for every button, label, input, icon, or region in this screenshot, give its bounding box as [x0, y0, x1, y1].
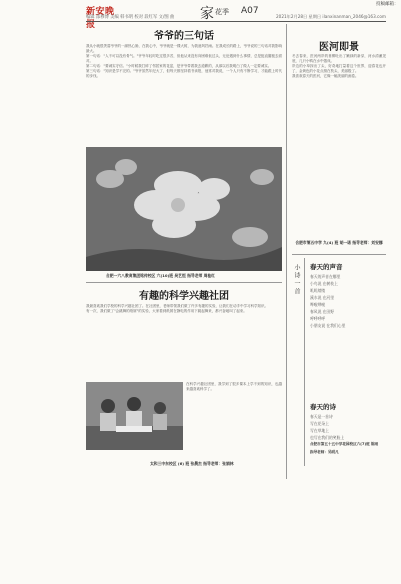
article-title: 有趣的科学兴趣社团: [139, 291, 229, 302]
poem-line: 小鸟说 在树枝上: [310, 281, 338, 286]
article-byline: 太和三中东校区 (6) 班 张晨杰 指导老师：张娟林: [150, 461, 234, 466]
article-title: 医河即景: [319, 42, 359, 53]
article-divider: [292, 254, 386, 255]
paragraph: 在科学兴趣社团里，我学到了很多课本上学不到的知识，也越来越喜欢科学了。: [186, 382, 282, 391]
masthead: [0, 0, 401, 30]
submission-email-label: 投稿邮箱：: [376, 2, 399, 7]
poem-line: 哗啦哗啦: [310, 302, 326, 307]
poem-title: 春天的诗: [310, 403, 336, 411]
paragraph: 第一句话："人不可以没有骨气。"爷爷年轻时吃过很多苦，但他从来没有向困难低过头，无论遇到什么事情，总是挺直腰板去面对。: [86, 54, 282, 63]
article-body: [292, 54, 386, 204]
poem-line: 叽叽喳喳: [310, 288, 326, 293]
article-body: [86, 44, 282, 146]
paragraph: 冬去春来，医河两岸的垂柳吐出了嫩绿的新芽，河水清澈见底，几只小鸭在水中嬉戏。: [292, 54, 386, 63]
poem-line: 写在草地上: [310, 428, 329, 433]
article-divider: [86, 282, 282, 283]
poem-teacher: 指导老师：吴明凡: [310, 450, 339, 454]
article-body-continued: [186, 382, 282, 450]
poem-line: 春天的声音在哪里: [310, 274, 341, 279]
poem-line: 呼呼呼呼: [310, 316, 326, 321]
article-byline: 合肥市第五中学 九(4) 班 胡一诺 指导老师：刘安娜: [295, 240, 383, 245]
poem-line: 春风说 在田野: [310, 309, 334, 314]
paragraph: 第二句话："要诚实守信。"小时候我打碎了邻居家的花盆，是爷爷带着我去道歉的，从那以后我明白了做人一定要诚实。: [86, 64, 272, 68]
poem-line: 也写在我们的笑脸上: [310, 435, 345, 440]
column-name: 小诗一首: [293, 264, 300, 296]
article-title: 爷爷的三句话: [154, 31, 214, 42]
header-rule: [86, 21, 386, 22]
newspaper-logo: 新安晚报: [86, 7, 115, 30]
paragraph: 我喜欢春天的医河，它像一幅美丽的画卷。: [292, 74, 359, 78]
editor-credits: 编辑 邵穆博 美编 韩书明 校对 段红军 文/图 曲: [86, 15, 175, 20]
science-club-photo: [86, 382, 183, 450]
section-subtitle: 花季: [215, 8, 229, 16]
page-number: A07: [241, 6, 259, 16]
paragraph: 我从小就很羡慕爷爷的一副热心肠，在我心中，爷爷就是一棵大树，为我遮风挡雨。在我成长的路上，爷爷说的三句话对我影响最大。: [86, 44, 282, 53]
poem-line: 写在花朵上: [310, 421, 329, 426]
column-divider: [286, 24, 287, 479]
paragraph: 有一次，我们做了"会跳舞的纸屑"的实验，大家看到纸屑在静电的作用下跳起舞来，都兴奋地叫了起来。: [86, 309, 247, 313]
flower-photo: [86, 147, 282, 271]
article-body: [86, 304, 282, 379]
paragraph: 我最喜欢我们学校的科学兴趣社团了。在社团里，老师带领我们做了许多有趣的实验，让我们在动手中学习科学知识。: [86, 304, 268, 308]
article-byline: 合肥一六八教育集团铭传校区 六(10)班 吴艺恒 指导老师 周桂红: [106, 273, 215, 278]
poem-byline: 合肥市第五十五中学花园校区六(7)班 陈雨: [310, 442, 379, 446]
date-and-email: 2021年2月28日 星期日 ilanxinanman_2046@163.com: [276, 14, 387, 19]
poem-title: 春天的声音: [310, 263, 343, 271]
poem-line: 春天是一首诗: [310, 414, 333, 419]
poem-line: 小朋友说 在我们心里: [310, 323, 346, 328]
section-title: 家: [200, 6, 214, 22]
paragraph: 第三句话："知识是学不完的。"爷爷虽然年纪大了，但每天都坚持看书读报，他常对我说，一个人只有不断学习，才能跟上时代的步伐。: [86, 69, 282, 78]
poem-divider: [304, 258, 305, 466]
paragraph: 岸边的小草探出了头，好奇地打量着这个世界，迎春花也开了，金黄色的小花点缀在枝头，美丽极了。: [292, 64, 386, 73]
poem-line: 溪水说 在河里: [310, 295, 334, 300]
